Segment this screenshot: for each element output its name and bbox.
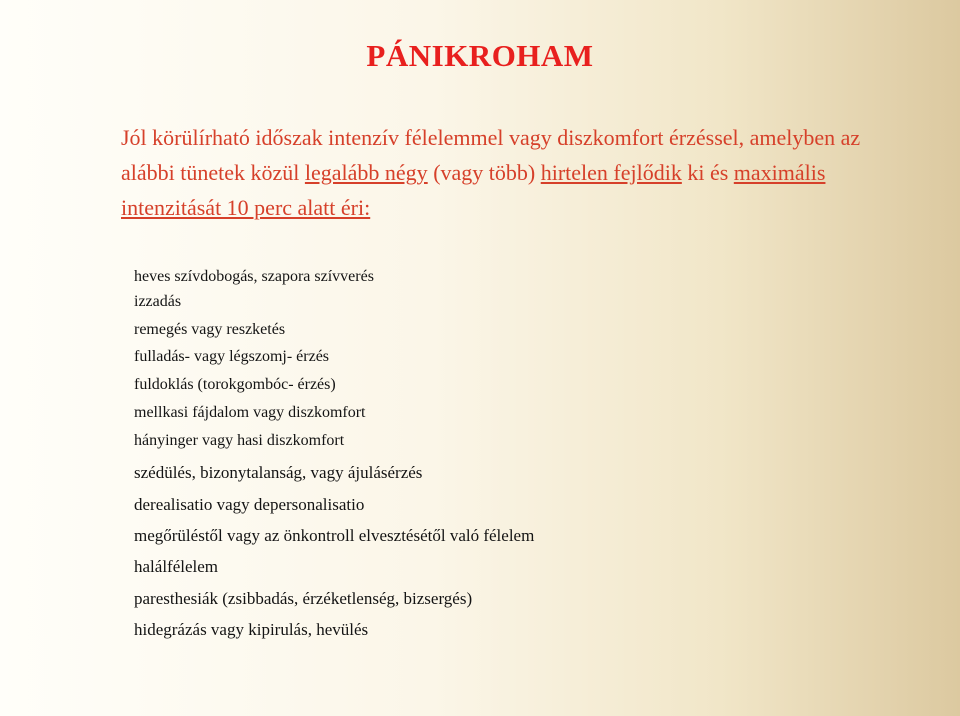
- symptom-item: derealisatio vagy depersonalisatio: [134, 495, 365, 514]
- symptom-item: remegés vagy reszketés: [134, 321, 286, 338]
- symptom-item: megőrüléstől vagy az önkontroll elvesztésétől való félelem: [134, 526, 535, 545]
- intro-text-2: (vagy több): [427, 160, 541, 185]
- symptom-item: halálfélelem: [134, 557, 219, 576]
- symptom-item: mellkasi fájdalom vagy diszkomfort: [134, 404, 366, 421]
- symptom-item: paresthesiák (zsibbadás, érzéketlenség, bizsergés): [134, 589, 473, 608]
- intro-paragraph: [121, 120, 901, 225]
- intro-underlined-sudden: hirtelen fejlődik: [540, 160, 682, 185]
- intro-underlined-peak: maximális intenzitását 10 perc alatt éri:: [121, 160, 826, 220]
- intro-underlined-count: legalább négy: [304, 160, 428, 185]
- symptom-item: hidegrázás vagy kipirulás, hevülés: [134, 620, 369, 639]
- intro-text-1: Jól körülírható időszak intenzív félelemmel vagy diszkomfort érzéssel, amelyben az alábbi tünetek közül: [121, 125, 861, 185]
- slide-title: PÁNIKROHAM: [366, 38, 594, 73]
- symptom-item: fulladás- vagy légszomj- érzés: [134, 348, 330, 365]
- symptom-item: szédülés, bizonytalanság, vagy ájulásérzés: [134, 463, 423, 482]
- symptom-item: hányinger vagy hasi diszkomfort: [134, 432, 345, 449]
- symptom-item: fuldoklás (torokgombóc- érzés): [134, 376, 336, 393]
- symptom-item: izzadás: [134, 293, 182, 310]
- intro-text-3: ki és: [681, 160, 734, 185]
- symptom-item: heves szívdobogás, szapora szívverés: [134, 268, 374, 285]
